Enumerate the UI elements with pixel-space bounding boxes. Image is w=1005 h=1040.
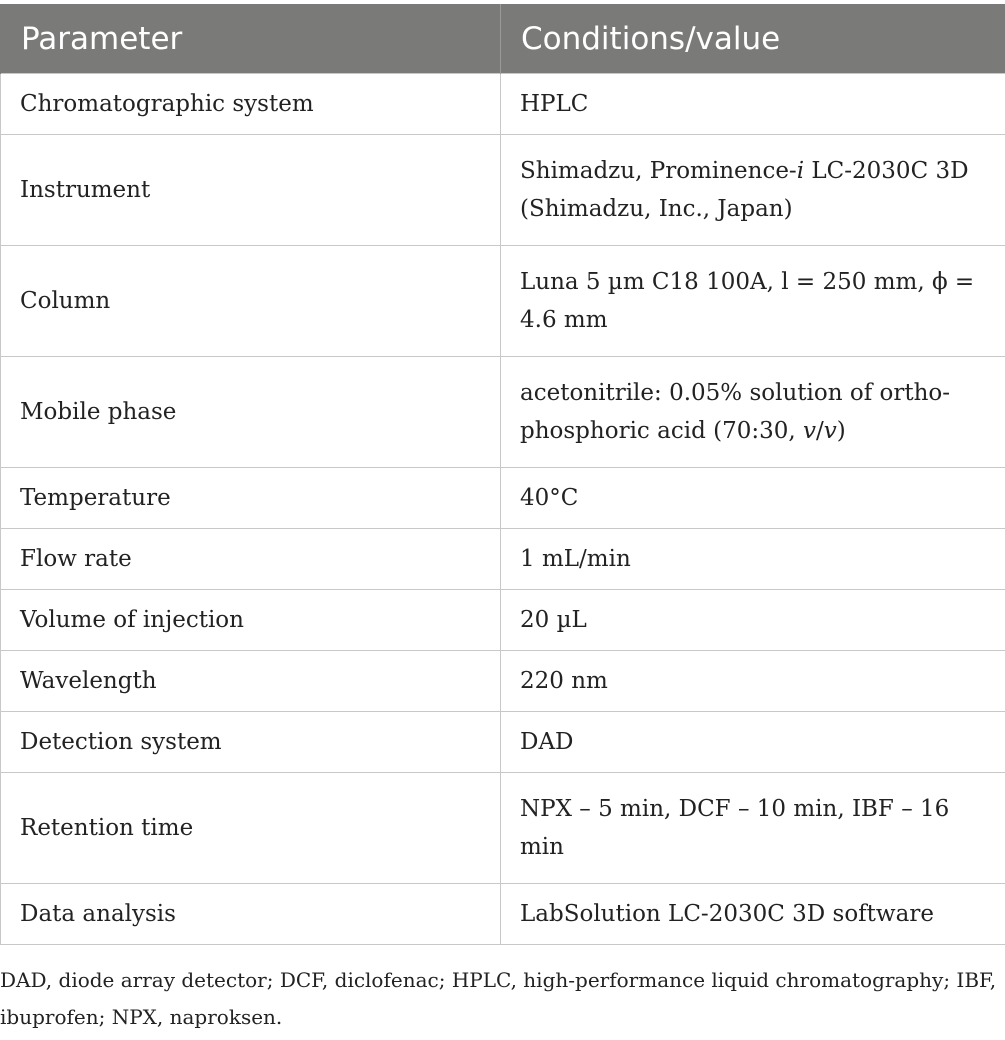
parameters-table-container <box>0 4 1005 945</box>
hplc-conditions-table <box>0 4 1005 945</box>
table-row <box>1 246 1005 357</box>
cell-value: Shimadzu, Prominence-i LC-2030C 3D (Shimadzu, Inc., Japan) <box>501 135 1005 246</box>
table-row <box>1 773 1005 884</box>
table-footnote: DAD, diode array detector; DCF, diclofenac; HPLC, high-performance liquid chromatography; IBF, ibuprofen; NPX, naproksen. <box>0 968 997 1029</box>
cell-value: HPLC <box>501 74 1005 135</box>
cell-value: 220 nm <box>501 651 1005 712</box>
table-body <box>1 74 1005 945</box>
table-row <box>1 590 1005 651</box>
table-row <box>1 712 1005 773</box>
table-row <box>1 135 1005 246</box>
cell-parameter: Chromatographic system <box>1 74 501 135</box>
cell-value: acetonitrile: 0.05% solution of ortho-phosphoric acid (70:30, v/v) <box>501 357 1005 468</box>
table-row <box>1 884 1005 945</box>
cell-value: DAD <box>501 712 1005 773</box>
cell-parameter: Flow rate <box>1 529 501 590</box>
table-row <box>1 357 1005 468</box>
cell-value: 20 µL <box>501 590 1005 651</box>
cell-parameter: Retention time <box>1 773 501 884</box>
cell-parameter: Column <box>1 246 501 357</box>
cell-value: 40°C <box>501 468 1005 529</box>
cell-parameter: Wavelength <box>1 651 501 712</box>
table-header <box>1 4 1005 74</box>
table-row <box>1 651 1005 712</box>
header-parameter: Parameter <box>1 4 501 74</box>
cell-parameter: Volume of injection <box>1 590 501 651</box>
cell-parameter: Data analysis <box>1 884 501 945</box>
cell-value: 1 mL/min <box>501 529 1005 590</box>
table-row <box>1 74 1005 135</box>
header-conditions-value: Conditions/value <box>501 4 1005 74</box>
cell-parameter: Instrument <box>1 135 501 246</box>
table-row <box>1 468 1005 529</box>
cell-value: NPX – 5 min, DCF – 10 min, IBF – 16 min <box>501 773 1005 884</box>
cell-value: Luna 5 µm C18 100A, l = 250 mm, ϕ = 4.6 mm <box>501 246 1005 357</box>
cell-parameter: Detection system <box>1 712 501 773</box>
table-row <box>1 529 1005 590</box>
header-row <box>1 4 1005 74</box>
cell-value: LabSolution LC-2030C 3D software <box>501 884 1005 945</box>
cell-parameter: Mobile phase <box>1 357 501 468</box>
cell-parameter: Temperature <box>1 468 501 529</box>
